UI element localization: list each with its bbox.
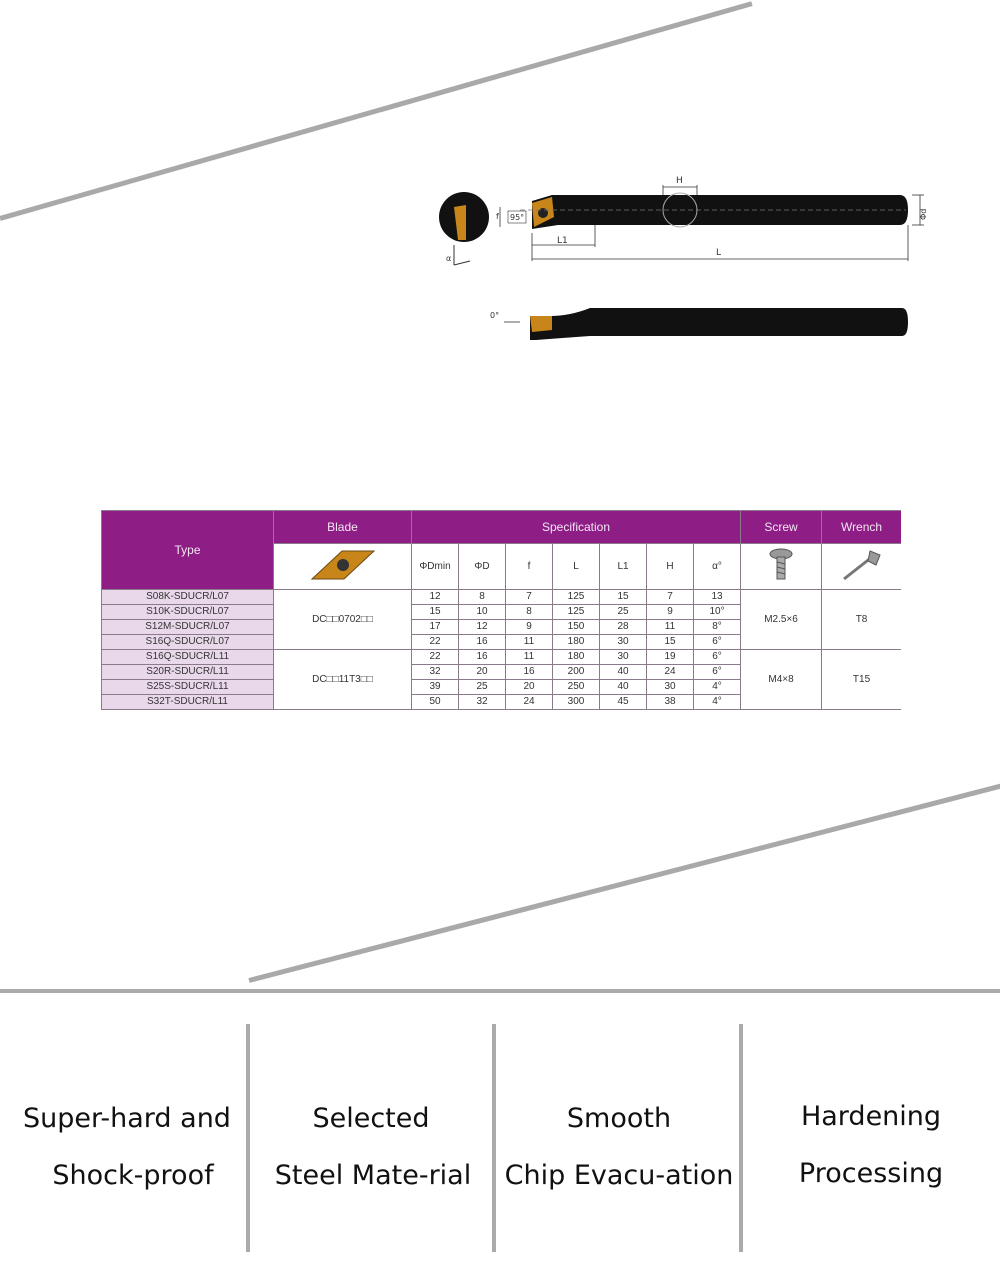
- subheader-alpha: α°: [694, 544, 741, 590]
- cell: 30: [647, 680, 694, 695]
- dim-label-phi-d: Φd: [919, 208, 928, 220]
- cell: 40: [600, 665, 647, 680]
- feature-line: Super-hard and: [23, 1103, 231, 1134]
- dim-label-H: H: [676, 176, 683, 186]
- cell: 7: [506, 590, 553, 605]
- feature-super-hard: [8, 1090, 246, 1204]
- header-wrench: Wrench: [822, 511, 901, 544]
- zero-degree-label: 0°: [490, 311, 500, 320]
- cell: 9: [647, 605, 694, 620]
- cell: 4°: [694, 680, 741, 695]
- cell: 8: [459, 590, 506, 605]
- alpha-label: α: [446, 254, 452, 263]
- cell: 22: [412, 650, 459, 665]
- row-type: S32T-SDUCR/L11: [102, 695, 274, 710]
- screw-group-2: M4×8: [741, 650, 822, 710]
- screw-group-1: M2.5×6: [741, 590, 822, 650]
- cell: 25: [459, 680, 506, 695]
- header-type: Type: [102, 511, 274, 590]
- feature-selected-steel: [254, 1090, 492, 1204]
- feature-line: Steel Mate-rial: [274, 1160, 472, 1191]
- wrench-image: [822, 544, 901, 590]
- cell: 39: [412, 680, 459, 695]
- cell: 6°: [694, 635, 741, 650]
- cell: 125: [553, 605, 600, 620]
- cell: 11: [506, 635, 553, 650]
- subheader-dmin: ΦDmin: [412, 544, 459, 590]
- feature-hardening: [750, 1088, 992, 1202]
- cell: 24: [506, 695, 553, 710]
- row-type: S16Q-SDUCR/L11: [102, 650, 274, 665]
- cell: 28: [600, 620, 647, 635]
- row-type: S08K-SDUCR/L07: [102, 590, 274, 605]
- cell: 6°: [694, 665, 741, 680]
- cell: 200: [553, 665, 600, 680]
- cell: 180: [553, 650, 600, 665]
- cell: 40: [600, 680, 647, 695]
- feature-line: Smooth: [566, 1103, 672, 1134]
- cell: 150: [553, 620, 600, 635]
- wrench-group-2: T15: [822, 650, 901, 710]
- cell: 32: [412, 665, 459, 680]
- screw-icon: [766, 547, 796, 583]
- boring-bar-dimension-drawing: [430, 165, 930, 275]
- cell: 25: [600, 605, 647, 620]
- subheader-f: f: [506, 544, 553, 590]
- cell: 11: [506, 650, 553, 665]
- cell: 300: [553, 695, 600, 710]
- cell: 8°: [694, 620, 741, 635]
- cell: 8: [506, 605, 553, 620]
- subheader-d: ΦD: [459, 544, 506, 590]
- cell: 10: [459, 605, 506, 620]
- feature-smooth-chip: [498, 1090, 740, 1204]
- feature-line: Selected: [312, 1103, 430, 1134]
- end-view-diagram: [439, 192, 489, 265]
- cell: 30: [600, 650, 647, 665]
- cell: 16: [506, 665, 553, 680]
- row-type: S10K-SDUCR/L07: [102, 605, 274, 620]
- row-type: S16Q-SDUCR/L07: [102, 635, 274, 650]
- header-specification: Specification: [412, 511, 741, 544]
- dim-label-L1: L1: [557, 236, 568, 246]
- table-row: [102, 590, 902, 605]
- wrench-icon: [840, 547, 884, 583]
- cell: 4°: [694, 695, 741, 710]
- cell: 15: [647, 635, 694, 650]
- cell: 12: [412, 590, 459, 605]
- header-screw: Screw: [741, 511, 822, 544]
- cell: 30: [600, 635, 647, 650]
- specification-table: [101, 510, 901, 710]
- cell: 20: [459, 665, 506, 680]
- header-blade: Blade: [274, 511, 412, 544]
- feature-line: Chip Evacu-ation: [504, 1160, 734, 1191]
- cell: 11: [647, 620, 694, 635]
- wrench-group-1: T8: [822, 590, 901, 650]
- dim-label-f: f: [496, 212, 499, 221]
- cell: 50: [412, 695, 459, 710]
- feature-line: Processing: [798, 1158, 944, 1189]
- row-type: S20R-SDUCR/L11: [102, 665, 274, 680]
- dim-label-L: L: [716, 248, 722, 258]
- subheader-L1: L1: [600, 544, 647, 590]
- insert-icon: [308, 545, 378, 585]
- cell: 125: [553, 590, 600, 605]
- cell: 13: [694, 590, 741, 605]
- blade-group-1: DC□□0702□□: [274, 590, 412, 650]
- row-type: S25S-SDUCR/L11: [102, 680, 274, 695]
- cell: 20: [506, 680, 553, 695]
- blade-insert-image: [274, 544, 412, 590]
- boring-bar-top-view: [496, 176, 928, 261]
- cell: 15: [412, 605, 459, 620]
- cell: 15: [600, 590, 647, 605]
- cell: 10°: [694, 605, 741, 620]
- cell: 38: [647, 695, 694, 710]
- cell: 19: [647, 650, 694, 665]
- subheader-H: H: [647, 544, 694, 590]
- blade-group-2: DC□□11T3□□: [274, 650, 412, 710]
- cell: 24: [647, 665, 694, 680]
- row-type: S12M-SDUCR/L07: [102, 620, 274, 635]
- feature-section-divider: [0, 989, 1000, 993]
- cell: 16: [459, 635, 506, 650]
- feature-line: Shock-proof: [52, 1160, 214, 1191]
- cell: 17: [412, 620, 459, 635]
- cell: 9: [506, 620, 553, 635]
- dim-label-95: 95°: [510, 213, 525, 222]
- cell: 180: [553, 635, 600, 650]
- cell: 45: [600, 695, 647, 710]
- boring-bar-side-view: [490, 300, 920, 345]
- cell: 32: [459, 695, 506, 710]
- cell: 22: [412, 635, 459, 650]
- cell: 12: [459, 620, 506, 635]
- cell: 7: [647, 590, 694, 605]
- cell: 16: [459, 650, 506, 665]
- decorative-diagonal-line-bottom: [248, 783, 1000, 983]
- subheader-L: L: [553, 544, 600, 590]
- table-row: [102, 650, 902, 665]
- feature-line: Hardening: [800, 1101, 942, 1132]
- column-divider: [492, 1024, 496, 1252]
- screw-image: [741, 544, 822, 590]
- specification-table-container: [101, 510, 901, 710]
- cell: 6°: [694, 650, 741, 665]
- cell: 250: [553, 680, 600, 695]
